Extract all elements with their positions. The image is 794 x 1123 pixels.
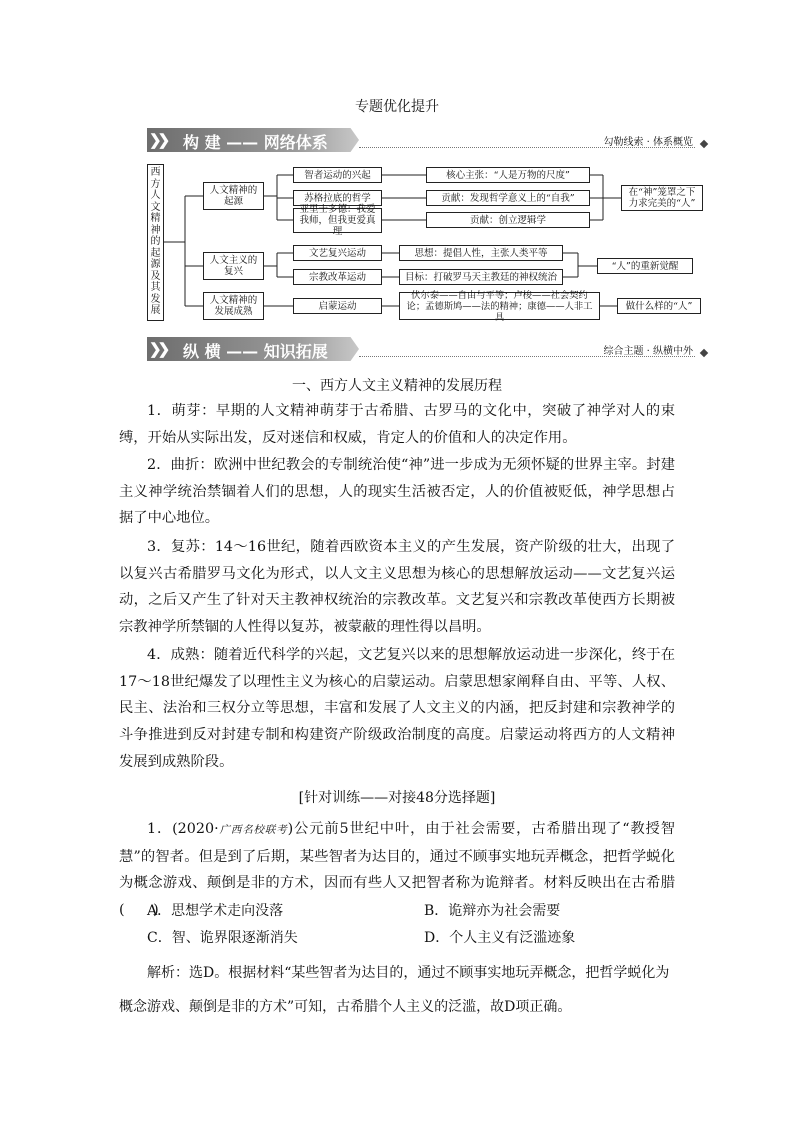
diagram-node-humanity: 思想：提倡人性，主张人类平等 [399,245,563,261]
diagram-root: 西方人文精神的起源及其发展 [147,164,164,321]
diagram-node-origin: 人文精神的起源 [203,182,264,210]
diagram-node-awakening: “人”的重新觉醒 [597,258,693,274]
diagram-node-renaissance: 文艺复兴运动 [293,245,382,261]
diagram-node-goal: 目标：打破罗马天主教廷的神权统治 [399,269,563,285]
banner-subtitle: 勾勒线索 · 体系概览 [603,137,693,148]
banner-subtitle: 综合主题 · 纵横中外 [603,346,693,357]
option-b: B．诡辩亦为社会需要 [424,903,561,919]
paragraph-mature: 4．成熟：随着近代科学的兴起，文艺复兴以来的思想解放运动进一步深化，终于在17～18世纪爆发了以理性主义为核心的启蒙运动。启蒙思想家阐释自由、平等、人权、民主、法治和三权分立等思想，丰富和发展了人文主义的内涵，把反封建和宗教神学的斗争推进到反对封建专制和构建资产阶级政治制度的高度。启蒙运动将西方的人文精神发展到成熟阶段。 [119,647,675,770]
practice-title: [针对训练——对接48分选择题] [298,790,496,806]
diagram-node-self: 贡献：发现哲学意义上的“自我” [426,190,590,206]
option-c: C．智、诡界限逐渐消失 [147,930,298,946]
concept-diagram [145,158,705,330]
banner-construct [147,128,707,152]
question-text: )公元前5世纪中叶，由于社会需要，古希腊出现了“教授智慧”的智者。但是到了后期，某些智者为达目的，通过不顾事实地玩弄概念，把哲学蜕化为概念游戏、颠倒是非的方术，因而有些人又把智者称为诡辩者。材料反映出在古希腊( ) [119,821,676,919]
chevron-icon: ❯❯ [149,340,167,358]
diagram-node-mature: 人文精神的发展成熟 [203,292,264,320]
diamond-icon [700,140,708,148]
page-title: 专题优化提升 [355,99,439,115]
question-source: 广西名校联考 [218,824,288,836]
paragraph-sprout: 1．萌芽：早期的人文精神萌芽于古希腊、古罗马的文化中，突破了神学对人的束缚，开始从实际出发，反对迷信和权威，肯定人的价值和人的决定作用。 [119,403,675,446]
option-d: D．个人主义有泛滥迹象 [424,930,576,946]
diamond-icon [700,349,708,357]
diagram-node-aristotle: 亚里士多德：我爱我师，但我更爱真理 [293,208,382,233]
diagram-node-socrates: 苏格拉底的哲学 [293,190,382,206]
diagram-node-thinkers: 伏尔泰——自由与平等；卢梭——社会契约论；孟德斯鸠——法的精神；康德——人非工具 [399,292,600,320]
diagram-node-revival: 人文主义的复兴 [203,252,264,280]
chevron-icon: ❯❯ [149,131,167,149]
diagram-node-sophists: 智者运动的兴起 [293,167,382,183]
analysis-line-1: 解析：选D。根据材料“某些智者为达目的，通过不顾事实地玩弄概念，把哲学蜕化为 [147,965,670,981]
section-title: 一、西方人文主义精神的发展历程 [292,378,502,394]
analysis-line-2: 概念游戏、颠倒是非的方术”可知，古希腊个人主义的泛滥，故D项正确。 [119,999,572,1015]
diagram-node-reformation: 宗教改革运动 [293,269,382,285]
diagram-node-core-claim: 核心主张：“人是万物的尺度” [426,167,590,183]
option-a: A．思想学术走向没落 [147,903,284,919]
banner-label: 构 建 —— 网络体系 [183,133,328,152]
paragraph-twist: 2．曲折：欧洲中世纪教会的专制统治使“神”进一步成为无须怀疑的世界主宰。封建主义神学统治禁锢着人们的思想，人的现实生活被否定，人的价值被贬低，神学思想占据了中心地位。 [119,457,675,527]
paragraph-revival: 3．复苏：14～16世纪，随着西欧资本主义的产生发展，资产阶级的壮大，出现了以复兴古希腊罗马文化为形式，以人文主义思想为核心的思想解放运动——文艺复兴运动，之后又产生了针对天主教神权统治的宗教改革。文艺复兴和宗教改革使西方长期被宗教神学所禁锢的人性得以复苏，被蒙蔽的理性得以昌明。 [119,539,675,636]
diagram-node-enlightenment: 启蒙运动 [293,298,382,314]
diagram-node-logic: 贡献：创立逻辑学 [426,212,590,228]
banner-label: 纵 横 —— 知识拓展 [183,342,328,361]
diagram-node-perfect-man: 在“神”笼罩之下力求完美的“人” [621,185,703,211]
diagram-node-what-man: 做什么样的“人” [617,298,701,314]
banner-expand [147,337,707,361]
question-prefix: 1．(2020· [147,821,219,837]
